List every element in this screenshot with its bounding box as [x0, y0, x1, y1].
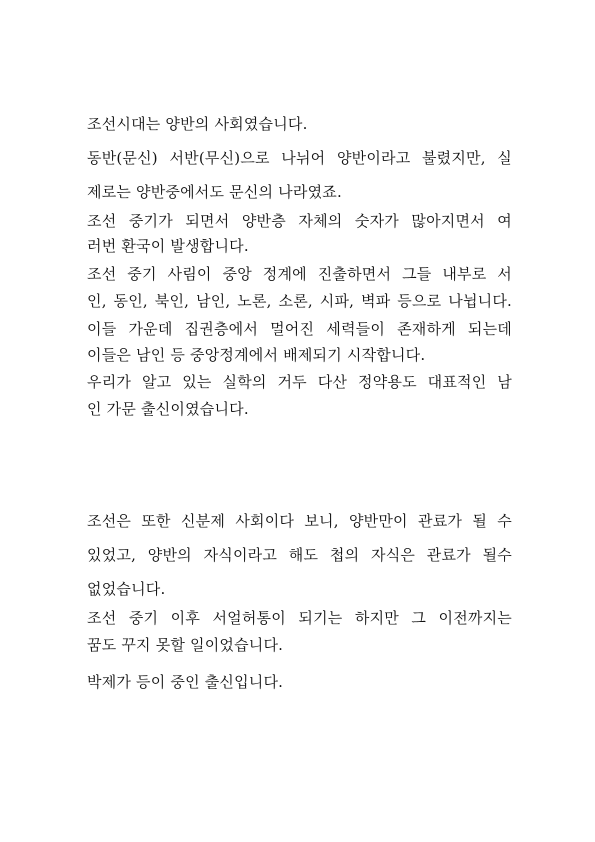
text-line: 이들 가운데 집권층에서 멀어진 세력들이 존재하게 되는데 [87, 320, 512, 338]
text-line: 제로는 양반중에서도 문신의 나라였죠. [87, 183, 342, 201]
text-line: 조선시대는 양반의 사회였습니다. [87, 115, 308, 133]
text-line: 조선 중기 이후 서얼허통이 되기는 하지만 그 이전까지는 [87, 609, 512, 627]
text-line: 인, 동인, 북인, 남인, 노론, 소론, 시파, 벽파 등으로 나뉩니다. [87, 292, 512, 310]
text-line: 박제가 등이 중인 출신입니다. [87, 673, 284, 691]
text-line: 우리가 알고 있는 실학의 거두 다산 정약용도 대표적인 남 [87, 373, 512, 391]
text-line: 있었고, 양반의 자식이라고 해도 첩의 자식은 관료가 될수 [87, 546, 512, 564]
text-line: 인 가문 출신이였습니다. [87, 400, 249, 418]
text-line: 없었습니다. [87, 580, 166, 598]
text-line: 동반(문신) 서반(무신)으로 나뉘어 양반이라고 불렸지만, 실 [87, 149, 512, 167]
text-line: 러번 환국이 발생합니다. [87, 237, 249, 255]
text-line: 꿈도 꾸지 못할 일이었습니다. [87, 636, 284, 654]
text-line: 조선 중기 사림이 중앙 정계에 진출하면서 그들 내부로 서 [87, 265, 512, 283]
text-line: 조선은 또한 신분제 사회이다 보니, 양반만이 관료가 될 수 [87, 512, 512, 530]
text-line: 이들은 남인 등 중앙정계에서 배제되기 시작합니다. [87, 346, 426, 364]
text-line: 조선 중기가 되면서 양반층 자체의 숫자가 많아지면서 여 [87, 212, 512, 230]
